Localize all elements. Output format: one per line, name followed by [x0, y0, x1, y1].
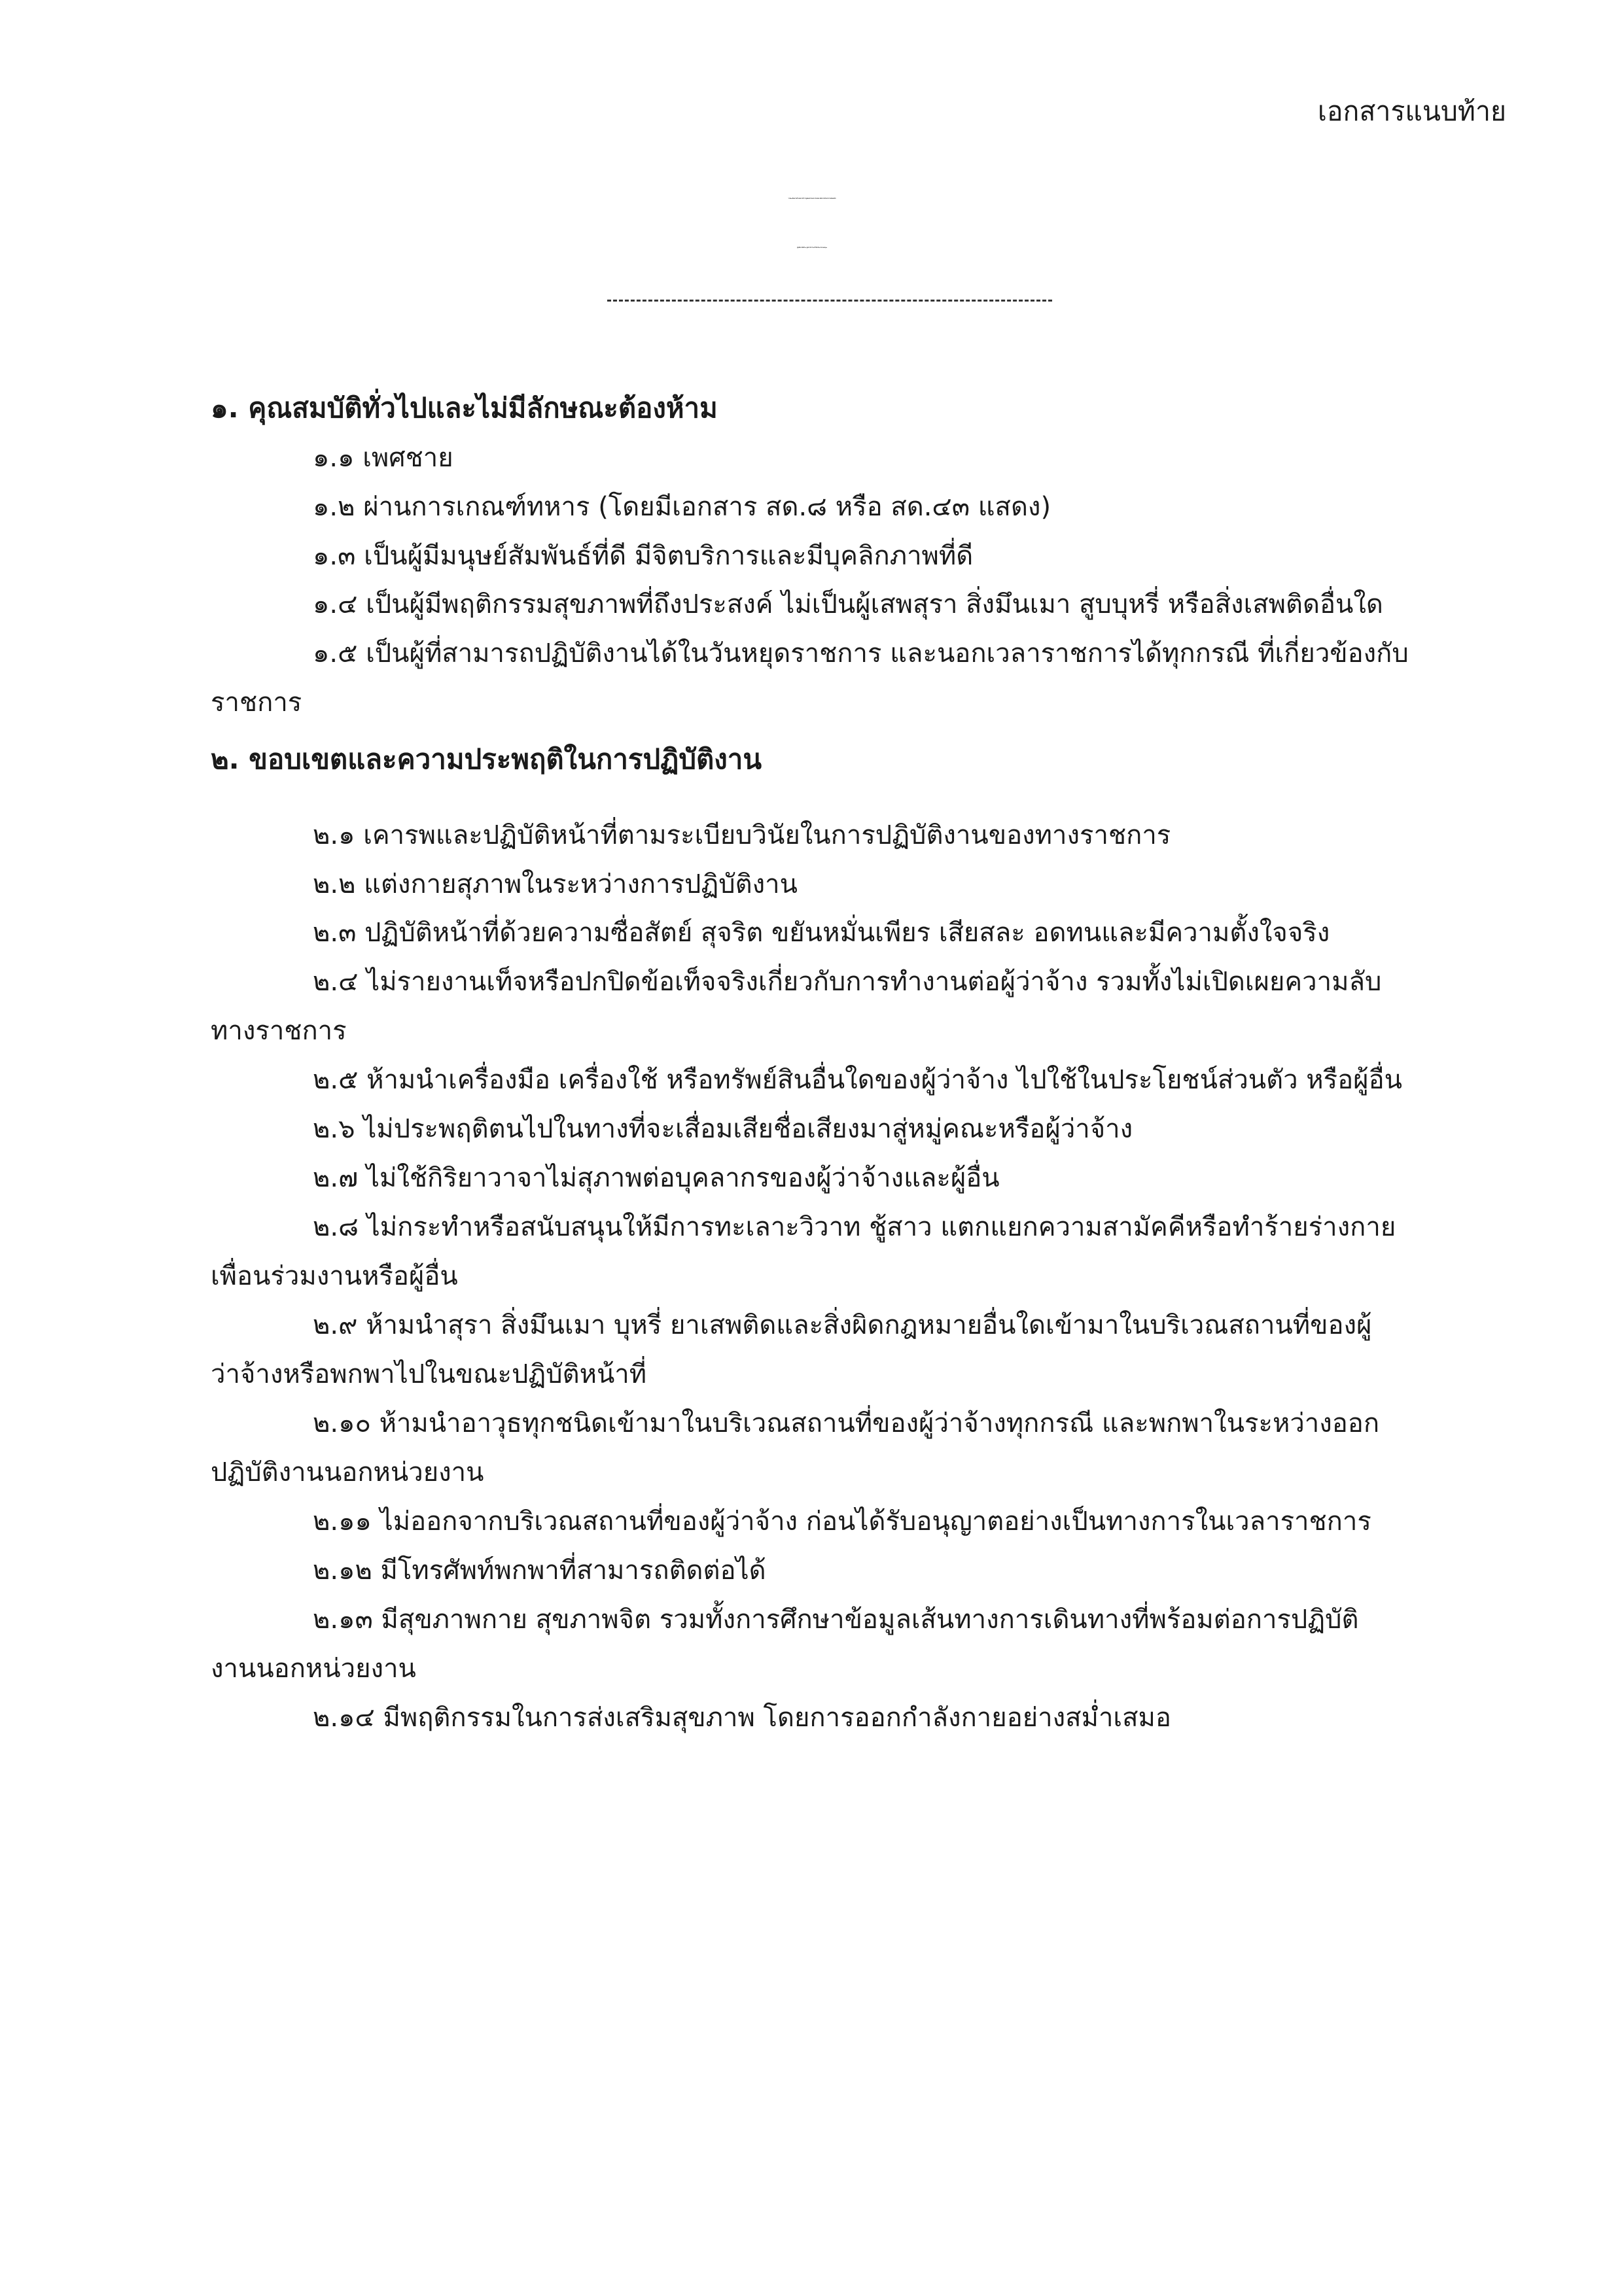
document-title-line-1: รายละเอียดงานจ้างเหมาบริการบุคคลภายนอก ตำแหน่ง พนักงานรักษาความปลอดภัย	[788, 198, 836, 200]
document-title-line-2: ศูนย์อนามัยที่ ๘ อุดรธานี ประจำปีงบประมาณ ๒๕๖๗	[797, 247, 827, 249]
section-2-item-1: ๒.๑ เคารพและปฏิบัติหน้าที่ตามระเบียบวินัยในการปฏิบัติงานของทางราชการ	[313, 820, 1171, 850]
section-2-item-12: ๒.๑๒ มีโทรศัพท์พกพาที่สามารถติดต่อได้	[313, 1556, 766, 1586]
section-2-item-10: ๒.๑๐ ห้ามนำอาวุธทุกชนิดเข้ามาในบริเวณสถานที่ของผู้ว่าจ้างทุกกรณี และพกพาในระหว่างออก	[313, 1408, 1380, 1438]
section-2-item-13-continuation: งานนอกหน่วยงาน	[211, 1654, 416, 1684]
section-2-item-2: ๒.๒ แต่งกายสุภาพในระหว่างการปฏิบัติงาน	[313, 869, 798, 899]
section-2-item-13: ๒.๑๓ มีสุขภาพกาย สุขภาพจิต รวมทั้งการศึกษาข้อมูลเส้นทางการเดินทางที่พร้อมต่อการปฏิบัติ	[313, 1605, 1359, 1635]
section-1-item-3: ๑.๓ เป็นผู้มีมนุษย์สัมพันธ์ที่ดี มีจิตบริการและมีบุคลิกภาพที่ดี	[313, 541, 974, 571]
section-2-item-4: ๒.๔ ไม่รายงานเท็จหรือปกปิดข้อเท็จจริงเกี่ยวกับการทำงานต่อผู้ว่าจ้าง รวมทั้งไม่เปิดเผยความลับ	[313, 967, 1382, 997]
section-2-item-4-continuation: ทางราชการ	[211, 1016, 347, 1046]
section-1-item-5: ๑.๕ เป็นผู้ที่สามารถปฏิบัติงานได้ในวันหยุดราชการ และนอกเวลาราชการได้ทุกกรณี ที่เกี่ยวข้องกับ	[313, 638, 1409, 669]
section-1-heading: ๑. คุณสมบัติทั่วไปและไม่มีลักษณะต้องห้าม	[211, 392, 718, 424]
section-2-item-8-continuation: เพื่อนร่วมงานหรือผู้อื่น	[211, 1261, 458, 1291]
section-1-item-4: ๑.๔ เป็นผู้มีพฤติกรรมสุขภาพที่ถึงประสงค์ ไม่เป็นผู้เสพสุรา สิ่งมึนเมา สูบบุหรี่ หรือสิ่งเสพติดอื่นใด	[313, 589, 1383, 619]
section-2-item-7: ๒.๗ ไม่ใช้กิริยาวาจาไม่สุภาพต่อบุคลากรของผู้ว่าจ้างและผู้อื่น	[313, 1163, 1000, 1193]
annex-label: เอกสารแนบท้าย	[1317, 96, 1506, 127]
section-2-item-9: ๒.๙ ห้ามนำสุรา สิ่งมึนเมา บุหรี่ ยาเสพติดและสิ่งผิดกฎหมายอื่นใดเข้ามาในบริเวณสถานที่ของผู้	[313, 1310, 1372, 1340]
section-2-item-11: ๒.๑๑ ไม่ออกจากบริเวณสถานที่ของผู้ว่าจ้าง ก่อนได้รับอนุญาตอย่างเป็นทางการในเวลาราชการ	[313, 1506, 1371, 1537]
section-2-item-9-continuation: ว่าจ้างหรือพกพาไปในขณะปฏิบัติหน้าที่	[211, 1359, 647, 1389]
section-2-item-8: ๒.๘ ไม่กระทำหรือสนับสนุนให้มีการทะเลาะวิวาท ชู้สาว แตกแยกความสามัคคีหรือทำร้ายร่างกาย	[313, 1212, 1396, 1242]
section-2-item-5: ๒.๕ ห้ามนำเครื่องมือ เครื่องใช้ หรือทรัพย์สินอื่นใดของผู้ว่าจ้าง ไปใช้ในประโยชน์ส่วนตัว หรือผู้อื่น	[313, 1065, 1402, 1095]
section-2-heading: ๒. ขอบเขตและความประพฤติในการปฏิบัติงาน	[211, 743, 762, 775]
section-1-item-1: ๑.๑ เพศชาย	[313, 443, 453, 473]
section-1-item-5-continuation: ราชการ	[211, 687, 302, 718]
section-2-item-3: ๒.๓ ปฏิบัติหน้าที่ด้วยความซื่อสัตย์ สุจริต ขยันหมั่นเพียร เสียสละ อดทนและมีความตั้งใจจริง	[313, 918, 1330, 948]
section-2-item-14: ๒.๑๔ มีพฤติกรรมในการส่งเสริมสุขภาพ โดยการออกกำลังกายอย่างสม่ำเสมอ	[313, 1703, 1171, 1733]
section-2-item-10-continuation: ปฏิบัติงานนอกหน่วยงาน	[211, 1457, 484, 1487]
section-1-item-2: ๑.๒ ผ่านการเกณฑ์ทหาร (โดยมีเอกสาร สด.๘ หรือ สด.๔๓ แสดง)	[313, 492, 1051, 522]
section-2-item-6: ๒.๖ ไม่ประพฤติตนไปในทางที่จะเสื่อมเสียชื่อเสียงมาสู่หมู่คณะหรือผู้ว่าจ้าง	[313, 1114, 1133, 1144]
title-separator	[607, 300, 1052, 302]
